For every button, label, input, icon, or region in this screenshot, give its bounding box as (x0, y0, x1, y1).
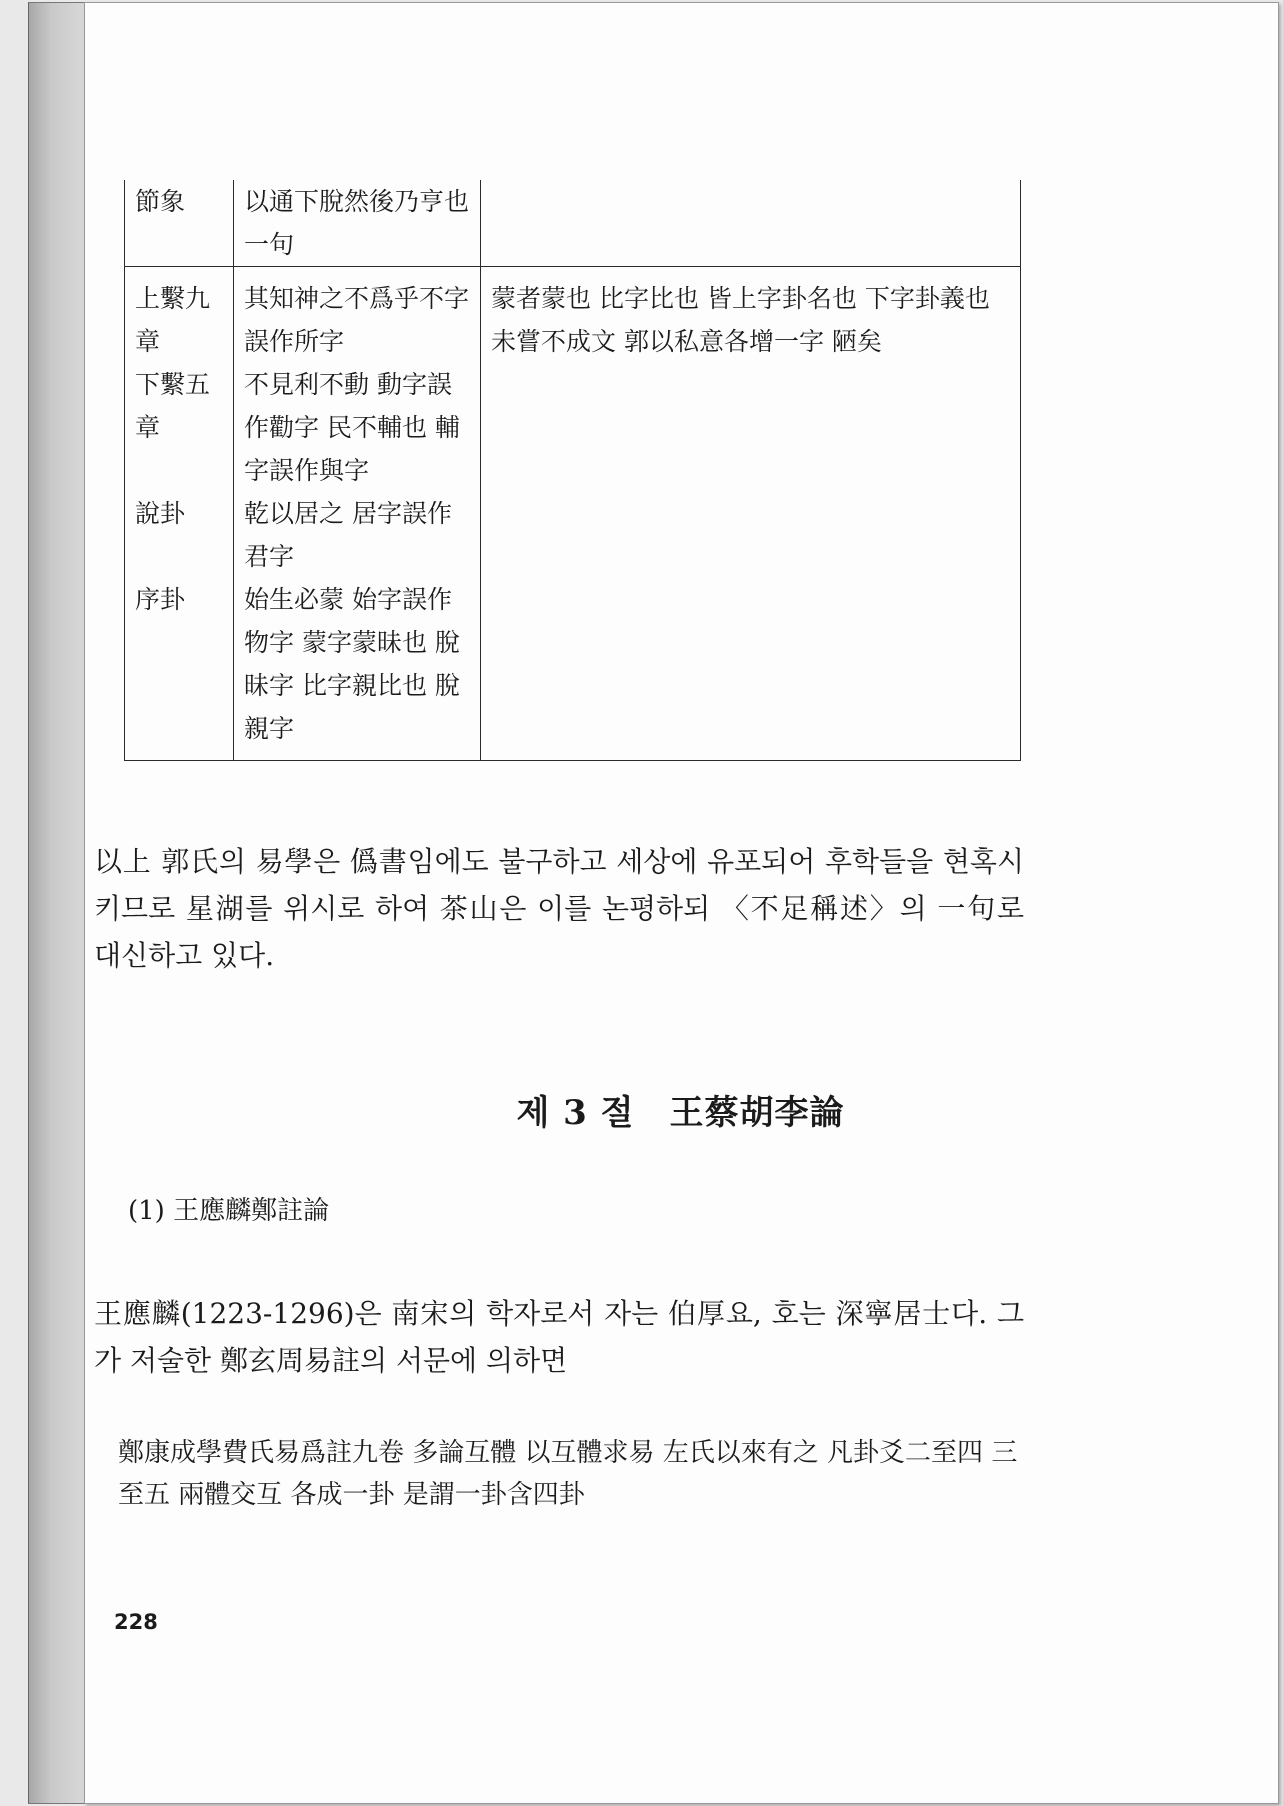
head-entry: 節象 (135, 187, 186, 216)
text-entry: 乾以居之 居字誤作君字 (244, 499, 452, 571)
table-notes-cell (481, 267, 1021, 761)
notes-entry: 蒙者蒙也 比字比也 皆上字卦名也 下字卦義也 未嘗不成文 郭以私意各增一字 陋矣 (491, 284, 990, 356)
head-spacer (135, 535, 223, 578)
subsection-heading: (1) 王應麟鄭註論 (128, 1196, 330, 1226)
head-entry: 下繫五章 (135, 370, 211, 442)
page-number: 228 (114, 1610, 158, 1634)
text-entry: 不見利不動 動字誤作勸字 民不輔也 輔字誤作與字 (244, 370, 460, 485)
body-paragraph: 以上 郭氏의 易學은 僞書임에도 불구하고 세상에 유포되어 후학들을 현혹시키므로 星湖를 위시로 하여 茶山은 이를 논평하되 〈不足稱述〉의 一句로 대신하고 있다. (94, 845, 1024, 972)
text-entry: 始生必蒙 始字誤作物字 蒙字蒙昧也 脫昧字 比字親比也 脫親字 (244, 585, 460, 743)
section-heading: 제 3 절 王蔡胡李論 (516, 1093, 845, 1133)
table-row (125, 267, 1021, 761)
head-entry: 序卦 (135, 585, 186, 614)
table-text-cell (234, 267, 481, 761)
book-spine (28, 2, 85, 1804)
block-quote: 鄭康成學費氏易爲註九卷 多論互體 以互體求易 左氏以來有之 凡卦爻二至四 三至五 兩體交互 各成一卦 是謂一卦含四卦 (118, 1438, 1018, 1510)
table-head-cell (125, 267, 234, 761)
body-paragraph: 王應麟(1223-1296)은 南宋의 학자로서 자는 伯厚요, 호는 深寧居士다. 그가 저술한 鄭玄周易註의 서문에 의하면 (94, 1297, 1024, 1377)
text-entry: 以通下脫然後乃亨也一句 (244, 187, 470, 259)
head-entry: 上繫九章 (135, 284, 211, 356)
text-entry: 其知神之不爲乎不字誤作所字 (244, 284, 470, 356)
head-entry: 說卦 (135, 499, 186, 528)
table-row (125, 180, 1021, 267)
textual-variants-table (124, 180, 1021, 761)
table-head-cell (125, 180, 234, 267)
table-notes-cell (481, 180, 1021, 267)
head-spacer (135, 449, 223, 492)
table-text-cell (234, 180, 481, 267)
